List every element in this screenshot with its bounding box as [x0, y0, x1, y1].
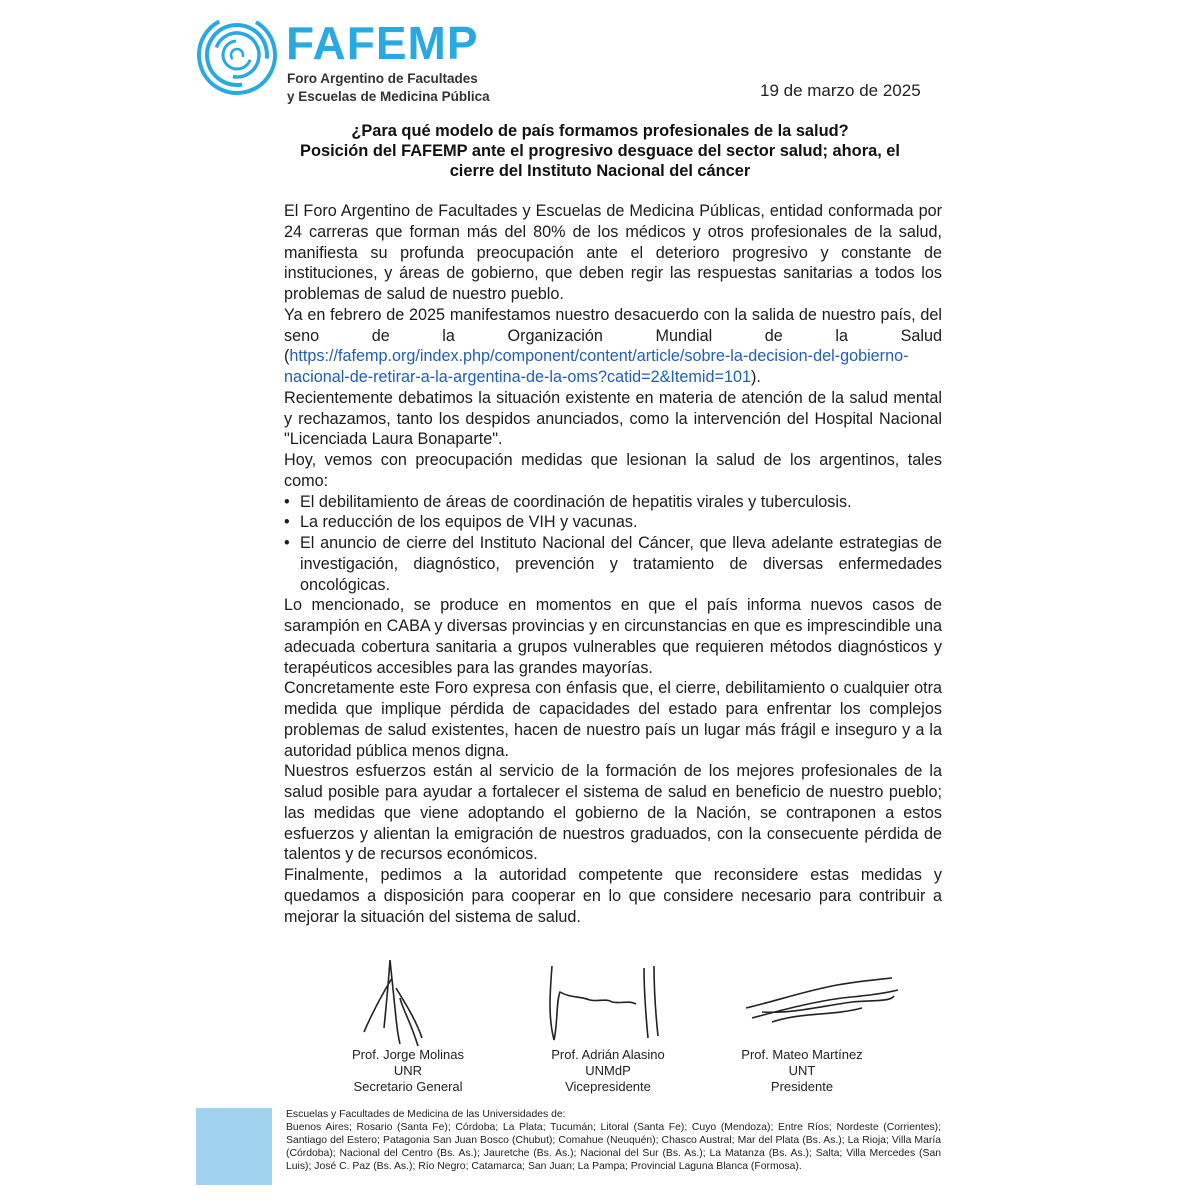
paragraph-emphasis: Concretamente este Foro expresa con énfasis que, el cierre, debilitamiento o cualquier otra medida que implique pérdida de capacidades del estado para enfrentar los complejos problemas de salud existentes, hacen de nuestro país un lugar más frágil e inseguro y a la autoridad pública menos digna. [284, 679, 942, 760]
signature-block-martinez [702, 1047, 902, 1095]
footer-heading: Escuelas y Facultades de Medicina de las Universidades de: [286, 1109, 566, 1120]
list-item: • El debilitamiento de áreas de coordinación de hepatitis virales y tuberculosis. [284, 492, 942, 513]
signatory-university: UNR [393, 1063, 423, 1078]
signature-martinez-image [742, 972, 902, 1032]
letter-title [230, 121, 970, 181]
list-item: • La reducción de los equipos de VIH y vacunas. [284, 512, 942, 533]
title-line2: Posición del FAFEMP ante el progresivo desguace del sector salud; ahora, el [300, 142, 900, 160]
list-item: • El anuncio de cierre del Instituto Nacional del Cáncer, que lleva adelante estrategias de investigación, diagnóstico, prevención y tratamiento de diversas enfermedades oncológicas. [284, 533, 942, 595]
oms-article-link[interactable]: https://fafemp.org/index.php/component/content/article/sobre-la-decision-del-gobierno-nacional-de-retirar-a-la-argentina-de-la-oms?catid=2&Itemid=101 [284, 347, 909, 386]
signatory-role: Vicepresidente [565, 1079, 651, 1094]
paragraph-oms-text: Ya en febrero de 2025 manifestamos nuestro desacuerdo con la salida de nuestro país, del seno de la Organización Mundial de la Salud [284, 305, 942, 345]
logo-subtitle-line1: Foro Argentino de Facultades [287, 71, 478, 86]
signatory-university: UNT [788, 1063, 816, 1078]
title-line3: cierre del Instituto Nacional del cáncer [449, 162, 751, 180]
signature-alasino-image [540, 962, 670, 1044]
signatory-university: UNMdP [585, 1063, 631, 1078]
logo-subtitle-line2: y Escuelas de Medicina Pública [287, 89, 490, 104]
paragraph-context: Lo mencionado, se produce en momentos en que el país informa nuevos casos de sarampión en CABA y diversas provincias y en circunstancias en que es imprescindible una adecuada cobertura sanitaria a grupos vulnerables que requieren métodos diagnósticos y terapéuticos accesibles para las grandes mayorías. [284, 596, 942, 677]
footer-list: Buenos Aires; Rosario (Santa Fe); Córdoba; La Plata; Tucumán; Litoral (Santa Fe); Cuyo (Mendoza); Entre Ríos; Nordeste (Corrientes); Santiago del Estero; Patagonia San Juan Bosco (Chubut); Comahue (Neuquén); Chasco Austral; Mar del Plata (Bs. As.); La Rioja; Villa María (Córdoba); Nacional del Centro (Bs. As.); Jauretche (Bs. As.); Nacional del Sur (Bs. As.); La Matanza (Bs. As.); Salta; Villa Mercedes (San Luis); José C. Paz (Bs. As.); Río Negro; Catamarca; San Juan; La Pampa; Provincial Laguna Blanca (Formosa). [286, 1122, 941, 1172]
signatory-role: Secretario General [353, 1079, 463, 1094]
signatory-role: Presidente [770, 1079, 834, 1094]
measures-list [284, 492, 942, 596]
title-line1: ¿Para qué modelo de país formamos profesionales de la salud? [351, 122, 849, 140]
signatory-name: Prof. Jorge Molinas [352, 1047, 464, 1062]
logo-subtitle [287, 70, 490, 106]
paragraph-efforts: Nuestros esfuerzos están al servicio de la formación de los mejores profesionales de la salud posible para ayudar a fortalecer el sistema de salud en beneficio de nuestro pueblo; las medidas que viene adoptando el gobierno de la Nación, se contraponen a estos esfuerzos y alientan la emigración de nuestros graduados, con la consecuente pérdida de talentos y de recursos económicos. [284, 762, 942, 864]
footer-color-block [196, 1108, 272, 1185]
paragraph-intro: El Foro Argentino de Facultades y Escuelas de Medicina Públicas, entidad conformada por 24 carreras que forman más del 80% de los médicos y otros profesionales de la salud, manifiesta su profunda preocupación ante el deterioro progresivo y constante de instituciones, y áreas de gobierno, que deben regir las respuestas sanitarias a todos los problemas de salud de nuestro pueblo. [284, 202, 942, 303]
footer-universities [286, 1108, 941, 1173]
signatory-name: Prof. Adrián Alasino [551, 1047, 665, 1062]
paragraph-closing: Finalmente, pedimos a la autoridad competente que reconsidere estas medidas y quedamos a disposición para cooperar en lo que considere necesario para contribuir a mejorar la situación del sistema de salud. [284, 866, 942, 926]
signatory-name: Prof. Mateo Martínez [741, 1047, 863, 1062]
letter-date: 19 de marzo de 2025 [760, 81, 921, 100]
fafemp-logo-icon [196, 14, 278, 96]
signature-molinas-image [360, 958, 440, 1048]
letter-body [284, 201, 942, 927]
paragraph-oms [284, 305, 942, 388]
signature-block-molinas [308, 1047, 508, 1095]
signature-block-alasino [508, 1047, 708, 1095]
link-paren-open: ( [284, 347, 290, 366]
paragraph-mental-health: Recientemente debatimos la situación existente en materia de atención de la salud mental y rechazamos, tanto los despidos anunciados, como la intervención del Hospital Nacional "Licenciada Laura Bonaparte". [284, 388, 942, 449]
paragraph-measures: Hoy, vemos con preocupación medidas que lesionan la salud de los argentinos, tales como: [284, 451, 942, 490]
logo-wordmark: FAFEMP [286, 17, 479, 69]
link-paren-close: ). [750, 368, 761, 386]
